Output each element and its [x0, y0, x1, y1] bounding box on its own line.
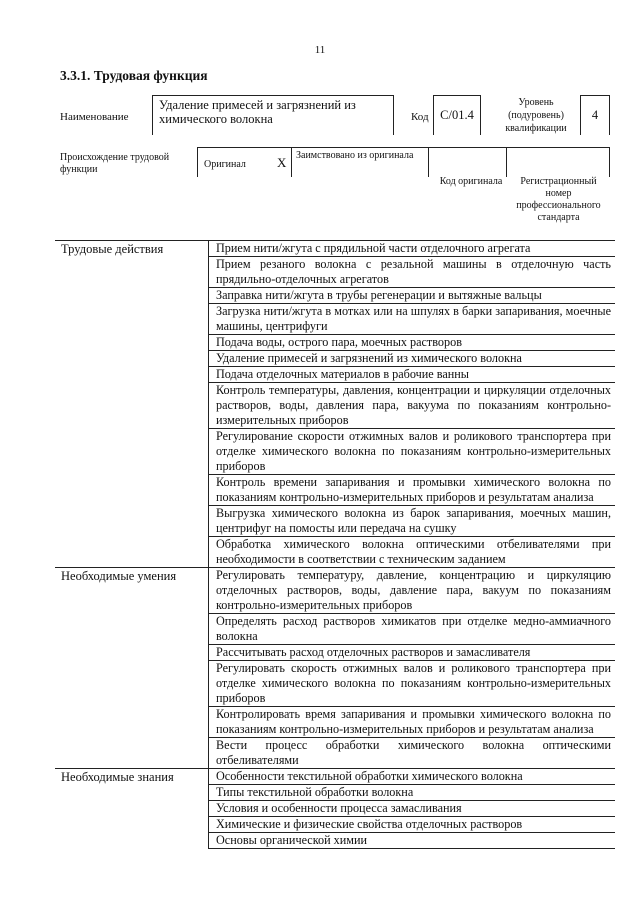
- section-item: Прием нити/жгута с прядильной части отделочного агрегата: [209, 241, 616, 257]
- section-item: Контролировать время запаривания и промывки химического волокна по показаниям контрольно-измерительных приборов и результатам анализа: [209, 707, 616, 738]
- section-title: Необходимые умения: [55, 568, 209, 769]
- section-item: Загрузка нити/жгута в мотках или на шпулях в барки запаривания, моечные машины, центрифуги: [209, 304, 616, 335]
- labor-function-table: [55, 240, 615, 849]
- original-code-cell: [429, 147, 507, 177]
- original-code-caption: Код оригинала: [439, 176, 503, 187]
- section-item: Контроль времени запаривания и промывки химического волокна по показаниям контрольно-измерительных приборов и результатам анализа: [209, 475, 616, 506]
- section-item: Выгрузка химического волокна из барок запаривания, моечных машин, центрифуг на помосты или передача на сушку: [209, 506, 616, 537]
- origin-table: [197, 147, 610, 177]
- section-item: Определять расход растворов химикатов при отделке медно-аммиачного волокна: [209, 614, 616, 645]
- table-row: [55, 769, 615, 785]
- qualification-level-label: Уровень (подуровень) квалификации: [505, 97, 567, 134]
- registration-number-caption: Регистрационный номер профессионального стандарта: [516, 176, 601, 223]
- section-item: Подача воды, острого пара, моечных растворов: [209, 335, 616, 351]
- section-item: Регулировать скорость отжимных валов и роликового транспортера при отделке химического волокна по показаниям контрольно-измерительных приборов: [209, 661, 616, 707]
- section-heading: 3.3.1. Трудовая функция: [60, 68, 208, 83]
- function-code-label: Код: [411, 111, 429, 123]
- section-title: Трудовые действия: [55, 241, 209, 568]
- section-item: Химические и физические свойства отделочных растворов: [209, 817, 616, 833]
- function-name-value: Удаление примесей и загрязнений из химического волокна: [152, 95, 394, 135]
- section-item: Регулировать температуру, давление, концентрацию и циркуляцию отделочных растворов, воды, давление пара, вакуум по показаниям контрольно-измерительных приборов: [209, 568, 616, 614]
- section-item: Заправка нити/жгута в трубы регенерации и вытяжные вальцы: [209, 288, 616, 304]
- original-mark: X: [277, 155, 287, 170]
- function-name-label: Наименование: [60, 111, 129, 123]
- page-number: 11: [314, 44, 326, 56]
- section-item: Особенности текстильной обработки химического волокна: [209, 769, 616, 785]
- qualification-level-value: 4: [580, 95, 610, 135]
- section-item: Рассчитывать расход отделочных растворов и замасливателя: [209, 645, 616, 661]
- section-item: Вести процесс обработки химического волокна оптическими отбеливателями: [209, 738, 616, 769]
- section-item: Прием резаного волокна с резальной машины в отделочную часть прядильно-отделочных агрегатов: [209, 257, 616, 288]
- section-item: Удаление примесей и загрязнений из химического волокна: [209, 351, 616, 367]
- original-label: Оригинал: [204, 159, 246, 170]
- section-item: Типы текстильной обработки волокна: [209, 785, 616, 801]
- section-title: Необходимые знания: [55, 769, 209, 849]
- borrowed-label: Заимствовано из оригинала: [292, 147, 429, 177]
- table-row: [55, 241, 615, 257]
- function-code-value: С/01.4: [433, 95, 481, 135]
- section-item: Основы органической химии: [209, 833, 616, 849]
- section-item: Регулирование скорости отжимных валов и роликового транспортера при отделке химического волокна по показаниям контрольно-измерительных приборов: [209, 429, 616, 475]
- section-item: Контроль температуры, давления, концентрации и циркуляции отделочных растворов, воды, давления пара, вакуума по показаниям контрольно-измерительных приборов: [209, 383, 616, 429]
- origin-label: Происхождение трудовой функции: [60, 152, 170, 175]
- registration-number-cell: [507, 147, 610, 177]
- section-item: Условия и особенности процесса замасливания: [209, 801, 616, 817]
- section-item: Подача отделочных материалов в рабочие ванны: [209, 367, 616, 383]
- table-row: [55, 568, 615, 614]
- section-item: Обработка химического волокна оптическими отбеливателями при необходимости в соответствии с техническим заданием: [209, 537, 616, 568]
- original-cell: [197, 147, 292, 177]
